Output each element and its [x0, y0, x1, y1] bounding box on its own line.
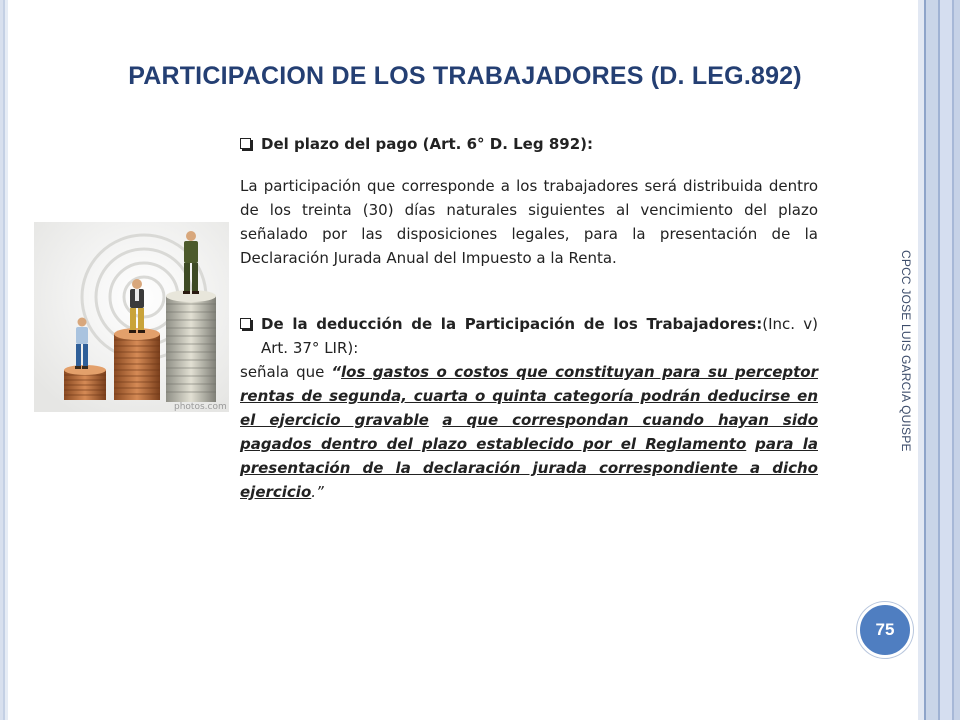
section2-heading-rest: (Inc. v) Art. 37° LIR): [261, 315, 818, 357]
right-border-decoration [918, 0, 960, 720]
checkbox-bullet-icon [240, 318, 251, 329]
section2-heading [261, 312, 818, 360]
quote-underlined-2: a que correspondan cuando hayan sido pagados dentro del plazo establecido por el Reglamento [240, 411, 818, 453]
coins-figurines-image [34, 222, 229, 412]
quote-intro: señala que [240, 363, 332, 381]
slide-title: PARTICIPACION DE LOS TRABAJADORES (D. LEG.892) [128, 62, 802, 90]
section2-heading-row [240, 312, 818, 360]
section1-body: La participación que corresponde a los trabajadores será distribuida dentro de los treinta (30) días naturales siguientes al vencimiento del plazo señalado por las disposiciones legales, para la presentación de la Declaración Jurada Anual del Impuesto a la Renta. [240, 177, 818, 267]
section1-heading-row [240, 132, 818, 156]
quote-close-mark: .” [311, 483, 324, 501]
quote-underlined-3: para la presentación de la declaración jurada correspondiente a dicho ejercicio [240, 435, 818, 501]
image-watermark: photos.com [174, 402, 227, 412]
coins-figurines-illustration [34, 222, 229, 412]
content-area [240, 132, 818, 504]
coin-stack-medium [114, 328, 160, 400]
quote-underlined-1: los gastos o costos que constituyan para su perceptor rentas de segunda, cuarta o quinta categoría podrán deducirse en el ejercicio gravable [240, 363, 818, 429]
quote-open-mark: “ [331, 363, 341, 381]
section2-heading-bold: De la deducción de la Participación de los Trabajadores: [261, 315, 763, 333]
coin-stack-small [64, 365, 106, 400]
checkbox-bullet-icon [240, 138, 251, 149]
left-border-decoration [0, 0, 8, 720]
section1-heading: Del plazo del pago (Art. 6° D. Leg 892): [261, 135, 593, 153]
section2-quote [240, 360, 818, 504]
page-number-badge: 75 [857, 602, 913, 658]
coin-stack-tall [166, 290, 216, 402]
author-side-label: CPCC JOSE LUIS GARCIA QUISPE [899, 250, 913, 452]
